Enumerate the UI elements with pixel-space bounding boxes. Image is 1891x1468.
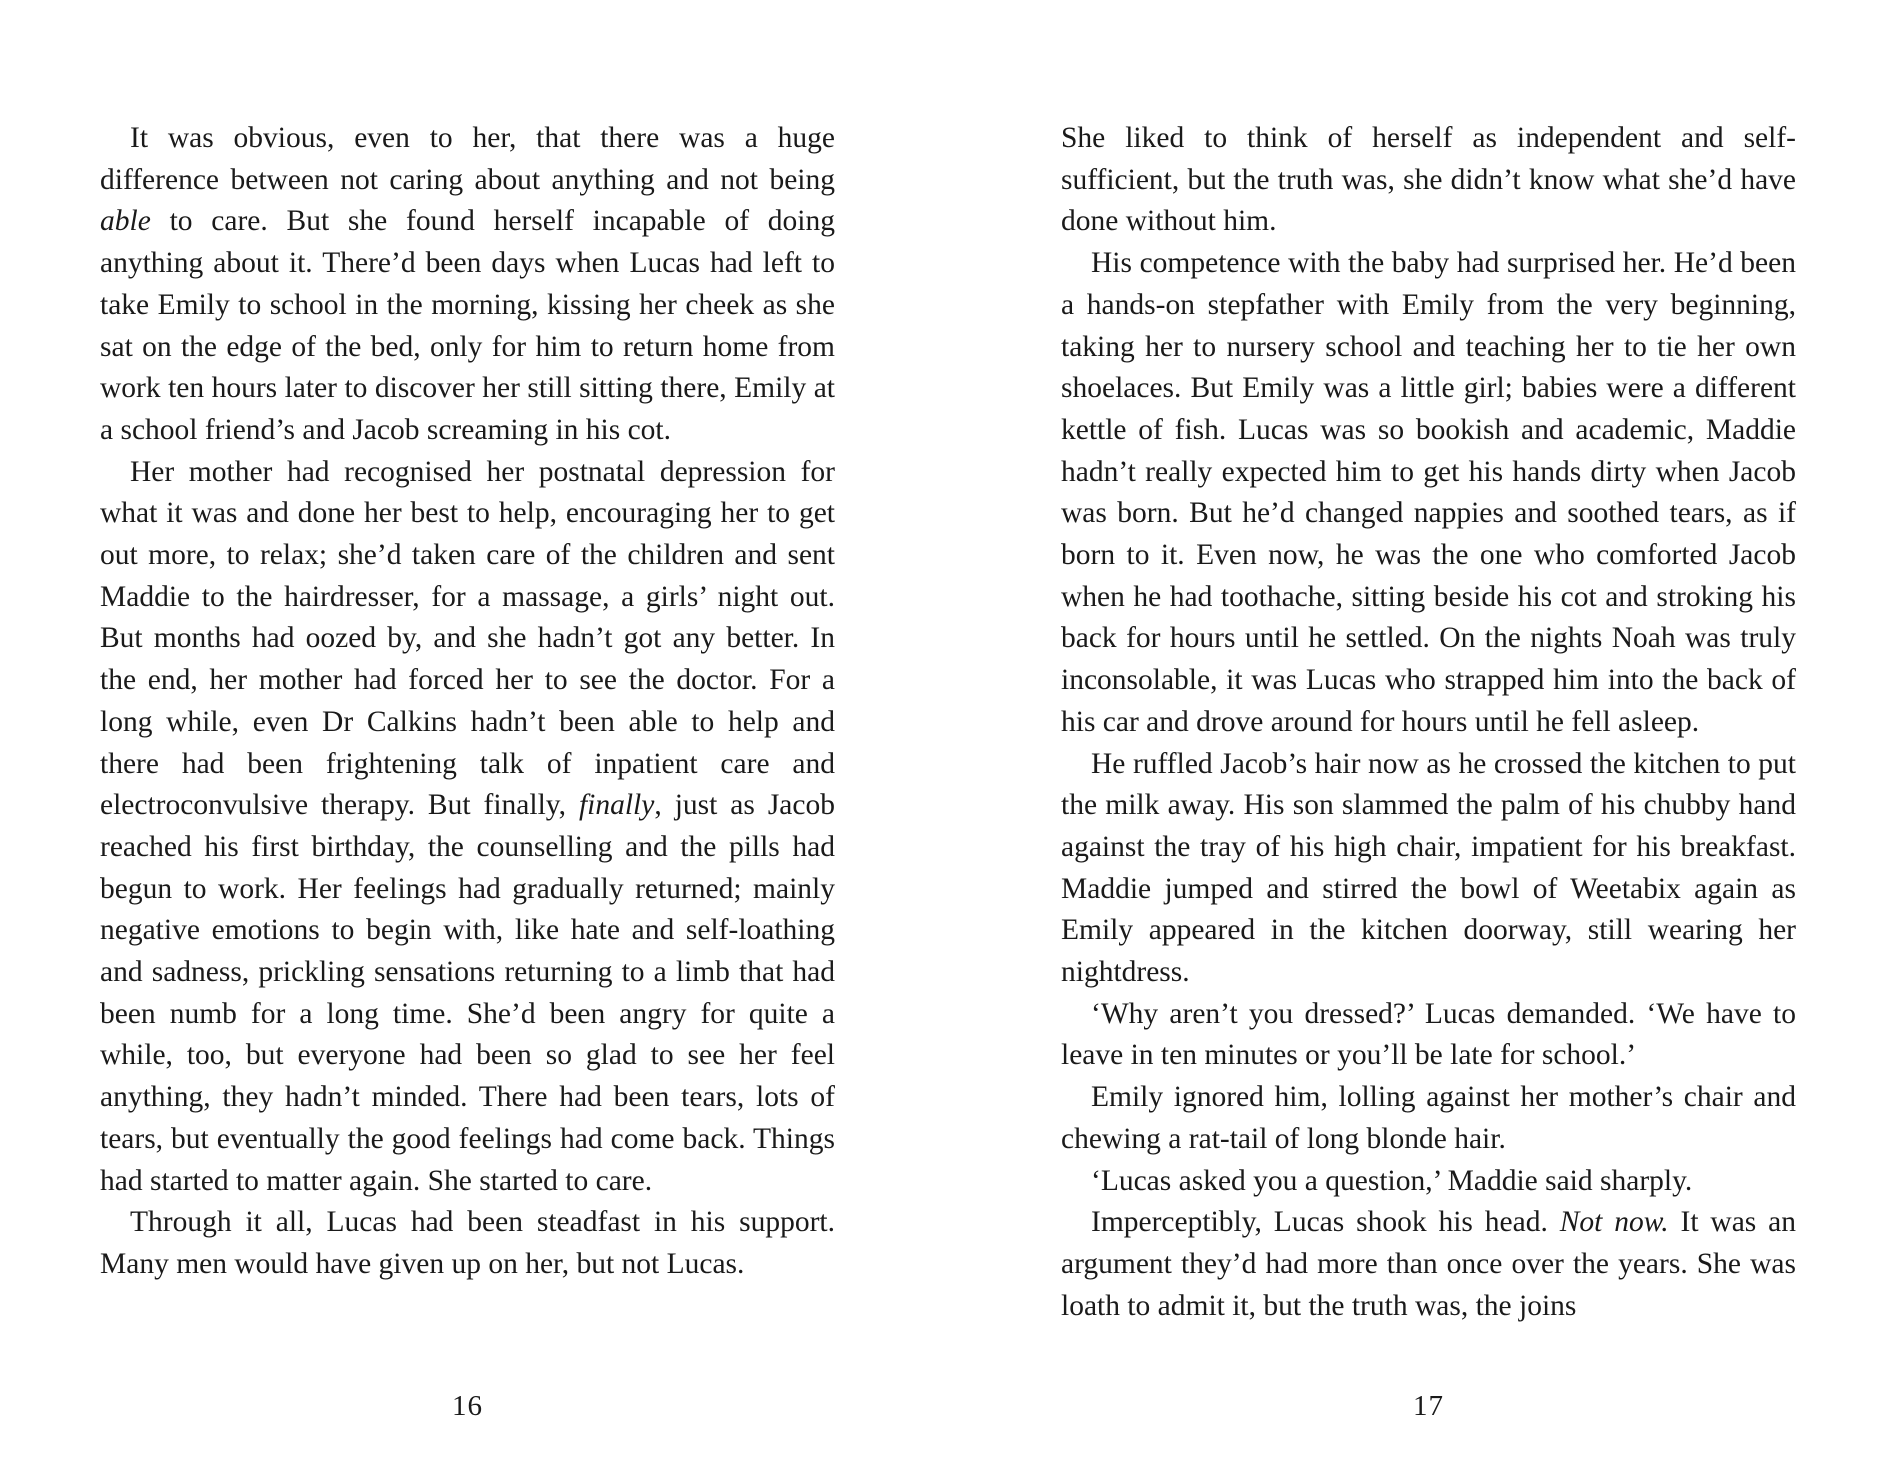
paragraph xyxy=(1061,1161,1796,1203)
left-page-text xyxy=(100,118,835,1286)
text-run: ‘Lucas asked you a question,’ Maddie said sharply. xyxy=(1091,1164,1693,1197)
text-run: ‘Why aren’t you dressed?’ Lucas demanded. ‘We have to leave in ten minutes or you’ll be late for school.’ xyxy=(1061,997,1796,1072)
text-run: Imperceptibly, Lucas shook his head. xyxy=(1091,1206,1560,1239)
right-page-text xyxy=(1061,118,1796,1327)
text-run: Through it all, Lucas had been steadfast in his support. Many men would have given up on her, but not Lucas. xyxy=(100,1206,835,1280)
paragraph xyxy=(1061,1202,1796,1327)
text-run: He ruffled Jacob’s hair now as he crossed the kitchen to put the milk away. His son slammed the palm of his chubby hand against the tray of his high chair, impatient for his breakfast. Maddie jumped and stirred the bowl of Weetabix again as Emily appeared in the kitchen doorway, still wearing her nightdress. xyxy=(1061,747,1796,989)
text-run: Emily ignored him, lolling against her mother’s chair and chewing a rat-tail of long blonde hair. xyxy=(1061,1081,1796,1155)
right-page xyxy=(1061,118,1797,1422)
paragraph xyxy=(1061,994,1796,1077)
page-number-right: 17 xyxy=(1413,1390,1444,1422)
text-run: She liked to think of herself as independent and self-sufficient, but the truth was, she didn’t know what she’d have done without him. xyxy=(1061,122,1796,238)
paragraph xyxy=(1061,118,1796,243)
text-run: It was obvious, even to her, that there was a huge difference between not caring about anything and not being xyxy=(100,122,835,196)
paragraph xyxy=(1061,744,1796,994)
paragraph xyxy=(1061,243,1796,743)
text-run: , just as Jacob reached his first birthday, the counselling and the pills had begun to work. Her feelings had gradually returned; mainly negative emotions to begin with, like hate and self-loathing and sadness, prickling sensations returning to a limb that had been numb for a long time. She’d been angry for quite a while, too, but everyone had been so glad to see her feel anything, they hadn’t minded. There had been tears, lots of tears, but eventually the good feelings had come back. Things had started to matter again. She started to care. xyxy=(100,789,835,1197)
paragraph xyxy=(100,1202,835,1285)
paragraph xyxy=(1061,1077,1796,1160)
page-number-left: 16 xyxy=(452,1390,483,1422)
text-run: It was an argument they’d had more than once over the years. She was loath to admit it, but the truth was, the joins xyxy=(1061,1206,1797,1322)
italic-text: able xyxy=(100,205,151,238)
left-page xyxy=(100,118,835,1422)
italic-text: Not now. xyxy=(1559,1206,1669,1239)
paragraph xyxy=(100,452,835,1203)
italic-text: finally xyxy=(578,789,655,822)
paragraph xyxy=(100,118,835,452)
text-run: His competence with the baby had surprised her. He’d been a hands-on stepfather with Emily from the very beginning, taking her to nursery school and teaching her to tie her own shoelaces. But Emily was a little girl; babies were a different kettle of fish. Lucas was so bookish and academic, Maddie hadn’t really expected him to get his hands dirty when Jacob was born. But he’d changed nappies and soothed tears, as if born to it. Even now, he was the one who comforted Jacob when he had toothache, sitting beside his cot and stroking his back for hours until he settled. On the nights Noah was truly inconsolable, it was Lucas who strapped him into the back of his car and drove around for hours until he fell asleep. xyxy=(1061,247,1796,738)
text-run: to care. But she found herself incapable of doing anything about it. There’d been days when Lucas had left to take Emily to school in the morning, kissing her cheek as she sat on the edge of the bed, only for him to return home from work ten hours later to discover her still sitting there, Emily at a school friend’s and Jacob screaming in his cot. xyxy=(100,205,835,446)
text-run: Her mother had recognised her postnatal depression for what it was and done her best to help, encouraging her to get out more, to relax; she’d taken care of the children and sent Maddie to the hairdresser, for a massage, a girls’ night out. But months had oozed by, and she hadn’t got any better. In the end, her mother had forced her to see the doctor. For a long while, even Dr Calkins hadn’t been able to help and there had been frightening talk of inpatient care and electroconvulsive therapy. But finally, xyxy=(100,455,835,822)
